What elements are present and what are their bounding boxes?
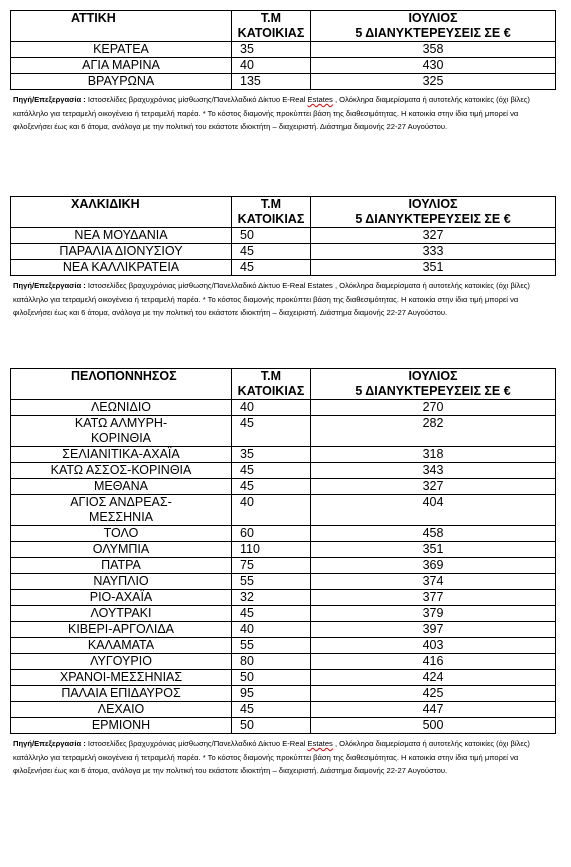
place-cell	[11, 416, 232, 447]
price-header	[311, 369, 556, 400]
place-line: ΑΓΙΟΣ ΑΝΔΡΕΑΣ-	[70, 495, 172, 509]
size-header-line: Τ.Μ	[260, 369, 282, 383]
size-cell: 135	[232, 74, 311, 90]
table-row	[11, 447, 556, 463]
table-row	[11, 558, 556, 574]
table-row	[11, 542, 556, 558]
price-cell: 404	[311, 495, 556, 526]
place-cell: ΛΕΧΑΙΟ	[11, 702, 232, 718]
place-cell: ΝΕΑ ΜΟΥΔΑΝΙΑ	[11, 228, 232, 244]
region-header: ΠΕΛΟΠΟΝΝΗΣΟΣ	[11, 369, 232, 400]
place-line: ΚΑΤΩ ΑΛΜΥΡΗ-	[74, 416, 168, 430]
table-block-peloponnisos	[10, 368, 556, 778]
table-row	[11, 526, 556, 542]
size-cell: 80	[232, 654, 311, 670]
source-note	[10, 93, 556, 134]
table-row	[11, 244, 556, 260]
size-header	[232, 197, 311, 228]
table-row	[11, 479, 556, 495]
price-header-line: 5 ΔΙΑΝΥΚΤΕΡΕΥΣΕΙΣ ΣΕ €	[355, 212, 511, 226]
place-cell: ΚΙΒΕΡΙ-ΑΡΓΟΛΙΔΑ	[11, 622, 232, 638]
table-row	[11, 228, 556, 244]
source-label: Πηγή/Επεξεργασία :	[13, 95, 86, 104]
table-row	[11, 718, 556, 734]
source-text: , Ολόκληρα διαμερίσματα ή αυτοτελής κατοικίες (όχι βίλες) κατάλληλο για τετραμελή οικογένεια ή τετραμελή παρέα. * Το κόστος διαμονής προκύπτει βάση της διαθεσιμότητας. Η κατοικία στην ίδια τιμή μπορεί να φιλοξενήσει έως και 6 άτομα, ανάλογα με την πολιτική του εκάστοτε ιδιοκτήτη – διαχειριστή. Διάστημα διαμονής 22-27 Αυγούστου.	[13, 95, 530, 131]
place-cell: ΚΑΤΩ ΑΣΣΟΣ-ΚΟΡΙΝΘΙΑ	[11, 463, 232, 479]
table-header-row	[11, 197, 556, 228]
place-cell: ΤΟΛΟ	[11, 526, 232, 542]
size-cell: 45	[232, 260, 311, 276]
price-header-line: 5 ΔΙΑΝΥΚΤΕΡΕΥΣΕΙΣ ΣΕ €	[355, 26, 511, 40]
size-cell: 40	[232, 622, 311, 638]
place-cell: ΟΛΥΜΠΙΑ	[11, 542, 232, 558]
source-note	[10, 279, 556, 320]
table-row	[11, 463, 556, 479]
source-text: , Ολόκληρα διαμερίσματα ή αυτοτελής κατοικίες (όχι βίλες) κατάλληλο για τετραμελή οικογένεια ή τετραμελή παρέα. * Το κόστος διαμονής προκύπτει βάση της διαθεσιμότητας. Η κατοικία στην ίδια τιμή μπορεί να φιλοξενήσει έως και 6 άτομα, ανάλογα με την πολιτική του εκάστοτε ιδιοκτήτη – διαχειριστή. Διάστημα διαμονής 22-27 Αυγούστου.	[13, 281, 530, 317]
price-cell: 377	[311, 590, 556, 606]
place-cell: ΜΕΘΑΝΑ	[11, 479, 232, 495]
size-header-line: ΚΑΤΟΙΚΙΑΣ	[237, 212, 305, 226]
size-cell: 50	[232, 718, 311, 734]
size-cell: 40	[232, 58, 311, 74]
table-row	[11, 654, 556, 670]
place-cell: ΡΙΟ-ΑΧΑΪΑ	[11, 590, 232, 606]
table-row	[11, 670, 556, 686]
size-cell: 40	[232, 495, 311, 526]
place-cell: ΠΑΡΑΛΙΑ ΔΙΟΝΥΣΙΟΥ	[11, 244, 232, 260]
table-row	[11, 606, 556, 622]
table-row	[11, 622, 556, 638]
price-cell: 458	[311, 526, 556, 542]
size-header-line: ΚΑΤΟΙΚΙΑΣ	[237, 384, 305, 398]
size-cell: 45	[232, 463, 311, 479]
size-cell: 32	[232, 590, 311, 606]
price-cell: 425	[311, 686, 556, 702]
source-text-estates: Estates	[307, 739, 333, 748]
source-label: Πηγή/Επεξεργασία :	[13, 739, 86, 748]
size-cell: 45	[232, 416, 311, 447]
table-row	[11, 574, 556, 590]
size-header-line: ΚΑΤΟΙΚΙΑΣ	[237, 26, 305, 40]
source-text-estates: Estates	[307, 95, 333, 104]
place-cell: ΠΑΤΡΑ	[11, 558, 232, 574]
size-cell: 55	[232, 574, 311, 590]
place-cell: ΣΕΛΙΑΝΙΤΙΚΑ-ΑΧΑΪΑ	[11, 447, 232, 463]
table-row	[11, 42, 556, 58]
size-cell: 35	[232, 42, 311, 58]
source-text-estates: Estates	[307, 281, 333, 290]
price-header-line: 5 ΔΙΑΝΥΚΤΕΡΕΥΣΕΙΣ ΣΕ €	[355, 384, 511, 398]
source-text: Ιστοσελίδες βραχυχρόνιας μίσθωσης/Πανελλαδικό Δίκτυο E-Real	[85, 281, 308, 290]
table-row	[11, 260, 556, 276]
place-line: ΜΕΣΣΗΝΙΑ	[88, 510, 154, 524]
table-row	[11, 74, 556, 90]
place-cell: ΛΟΥΤΡΑΚΙ	[11, 606, 232, 622]
price-cell: 379	[311, 606, 556, 622]
price-header-line: ΙΟΥΛΙΟΣ	[408, 369, 458, 383]
table-block-attiki	[10, 10, 556, 134]
size-cell: 40	[232, 400, 311, 416]
table-row	[11, 702, 556, 718]
price-cell: 351	[311, 542, 556, 558]
price-cell: 424	[311, 670, 556, 686]
table-row	[11, 495, 556, 526]
place-cell: ΕΡΜΙΟΝΗ	[11, 718, 232, 734]
place-cell: ΒΡΑΥΡΩΝΑ	[11, 74, 232, 90]
size-cell: 50	[232, 228, 311, 244]
source-label: Πηγή/Επεξεργασία :	[13, 281, 86, 290]
table-header-row	[11, 11, 556, 42]
source-text: , Ολόκληρα διαμερίσματα ή αυτοτελής κατοικίες (όχι βίλες) κατάλληλο για τετραμελή οικογένεια ή τετραμελή παρέα. * Το κόστος διαμονής προκύπτει βάση της διαθεσιμότητας. Η κατοικία στην ίδια τιμή μπορεί να φιλοξενήσει έως και 6 άτομα, ανάλογα με την πολιτική του εκάστοτε ιδιοκτήτη – διαχειριστή. Διάστημα διαμονής 22-27 Αυγούστου.	[13, 739, 530, 775]
price-cell: 325	[311, 74, 556, 90]
price-cell: 416	[311, 654, 556, 670]
size-cell: 45	[232, 479, 311, 495]
size-cell: 45	[232, 606, 311, 622]
table-row	[11, 400, 556, 416]
place-cell: ΧΡΑΝΟΙ-ΜΕΣΣΗΝΙΑΣ	[11, 670, 232, 686]
place-cell: ΚΕΡΑΤΕΑ	[11, 42, 232, 58]
price-cell: 430	[311, 58, 556, 74]
data-table	[10, 10, 556, 90]
source-text: Ιστοσελίδες βραχυχρόνιας μίσθωσης/Πανελλαδικό Δίκτυο E-Real	[85, 95, 308, 104]
price-cell: 327	[311, 228, 556, 244]
table-row	[11, 686, 556, 702]
place-cell: ΑΓΙΑ ΜΑΡΙΝΑ	[11, 58, 232, 74]
size-cell: 95	[232, 686, 311, 702]
price-cell: 351	[311, 260, 556, 276]
source-note	[10, 737, 556, 778]
price-cell: 397	[311, 622, 556, 638]
price-cell: 282	[311, 416, 556, 447]
data-table	[10, 196, 556, 276]
size-cell: 110	[232, 542, 311, 558]
price-cell: 374	[311, 574, 556, 590]
place-cell	[11, 495, 232, 526]
price-cell: 327	[311, 479, 556, 495]
size-cell: 55	[232, 638, 311, 654]
table-row	[11, 638, 556, 654]
table-block-chalkidiki	[10, 196, 556, 320]
region-header: ΧΑΛΚΙΔΙΚΗ	[11, 197, 232, 228]
source-text: Ιστοσελίδες βραχυχρόνιας μίσθωσης/Πανελλαδικό Δίκτυο E-Real	[85, 739, 308, 748]
price-header	[311, 197, 556, 228]
price-cell: 333	[311, 244, 556, 260]
table-row	[11, 416, 556, 447]
place-cell: ΛΕΩΝΙΔΙΟ	[11, 400, 232, 416]
table-row	[11, 590, 556, 606]
size-header	[232, 369, 311, 400]
size-cell: 35	[232, 447, 311, 463]
place-cell: ΝΕΑ ΚΑΛΛΙΚΡΑΤΕΙΑ	[11, 260, 232, 276]
price-cell: 270	[311, 400, 556, 416]
size-cell: 75	[232, 558, 311, 574]
price-cell: 343	[311, 463, 556, 479]
size-header-line: Τ.Μ	[260, 197, 282, 211]
size-header	[232, 11, 311, 42]
price-cell: 500	[311, 718, 556, 734]
price-cell: 358	[311, 42, 556, 58]
place-cell: ΝΑΥΠΛΙΟ	[11, 574, 232, 590]
place-cell: ΛΥΓΟΥΡΙΟ	[11, 654, 232, 670]
price-header-line: ΙΟΥΛΙΟΣ	[408, 197, 458, 211]
size-cell: 45	[232, 244, 311, 260]
size-cell: 60	[232, 526, 311, 542]
price-cell: 369	[311, 558, 556, 574]
region-header: ΑΤΤΙΚΗ	[11, 11, 232, 42]
data-table	[10, 368, 556, 734]
table-row	[11, 58, 556, 74]
price-cell: 318	[311, 447, 556, 463]
place-cell: ΠΑΛΑΙΑ ΕΠΙΔΑΥΡΟΣ	[11, 686, 232, 702]
size-header-line: Τ.Μ	[260, 11, 282, 25]
size-cell: 45	[232, 702, 311, 718]
place-line: ΚΟΡΙΝΘΙΑ	[90, 431, 152, 445]
price-cell: 447	[311, 702, 556, 718]
price-header-line: ΙΟΥΛΙΟΣ	[408, 11, 458, 25]
place-cell: ΚΑΛΑΜΑΤΑ	[11, 638, 232, 654]
price-header	[311, 11, 556, 42]
price-cell: 403	[311, 638, 556, 654]
size-cell: 50	[232, 670, 311, 686]
table-header-row	[11, 369, 556, 400]
